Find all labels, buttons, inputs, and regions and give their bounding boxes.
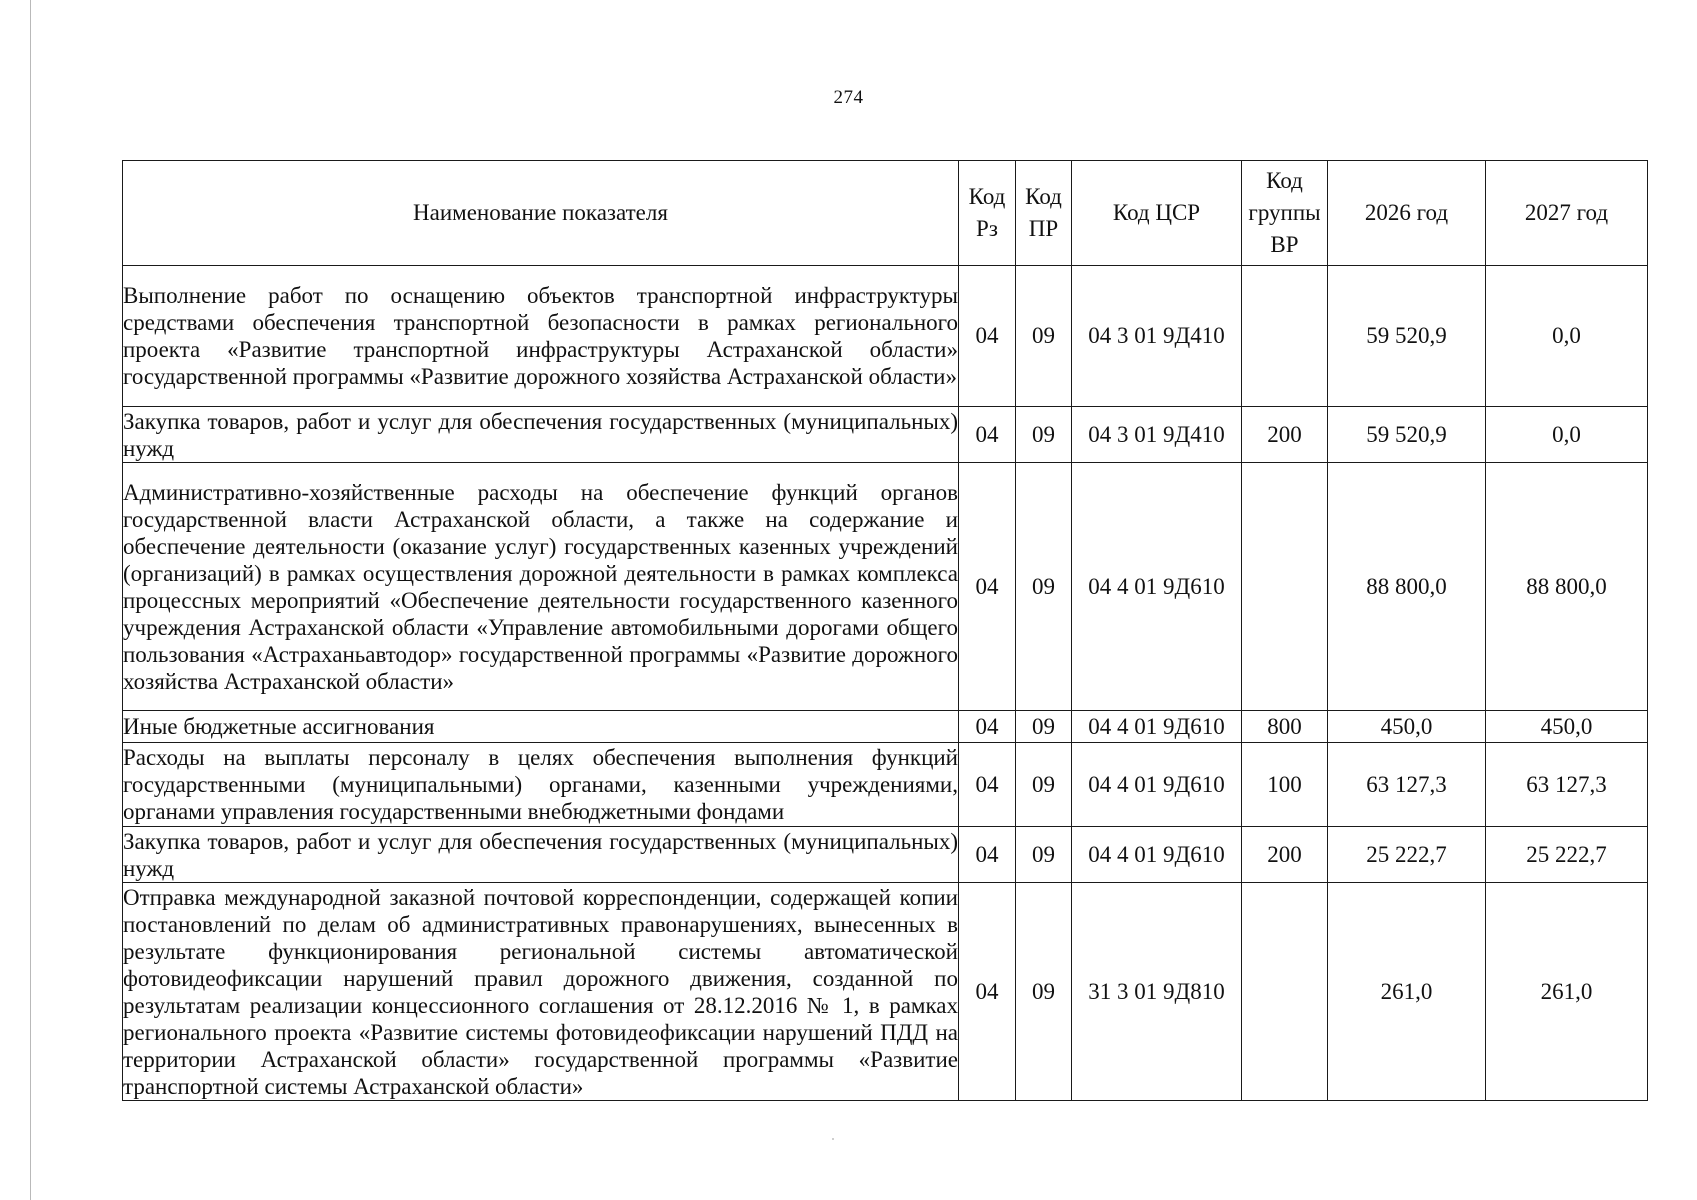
row-vr — [1242, 266, 1328, 407]
row-name: Закупка товаров, работ и услуг для обеспечения государственных (муниципальных) нужд — [123, 408, 958, 461]
row-pr: 09 — [1016, 266, 1072, 407]
header-2026: 2026 год — [1328, 161, 1486, 266]
row-2027: 450,0 — [1486, 711, 1648, 743]
row-csr: 04 4 01 9Д610 — [1072, 827, 1242, 883]
row-csr: 04 3 01 9Д410 — [1072, 266, 1242, 407]
table-row — [123, 743, 1648, 827]
table-row — [123, 407, 1648, 463]
row-2027: 0,0 — [1486, 407, 1648, 463]
row-2026: 450,0 — [1328, 711, 1486, 743]
row-2027: 261,0 — [1486, 883, 1648, 1101]
row-pr: 09 — [1016, 407, 1072, 463]
row-name: Иные бюджетные ассигнования — [123, 711, 959, 743]
row-csr: 31 3 01 9Д810 — [1072, 883, 1242, 1101]
row-2027: 0,0 — [1486, 266, 1648, 407]
row-vr: 800 — [1242, 711, 1328, 743]
header-vr: Код группы ВР — [1242, 161, 1328, 266]
row-rz: 04 — [959, 266, 1016, 407]
row-pr: 09 — [1016, 883, 1072, 1101]
table-header-row — [123, 161, 1648, 266]
header-csr: Код ЦСР — [1072, 161, 1242, 266]
row-csr: 04 4 01 9Д610 — [1072, 743, 1242, 827]
row-pr: 09 — [1016, 711, 1072, 743]
scan-speck — [832, 1138, 834, 1140]
row-2026: 25 222,7 — [1328, 827, 1486, 883]
row-rz: 04 — [959, 407, 1016, 463]
header-rz: Код Рз — [959, 161, 1016, 266]
row-vr — [1242, 463, 1328, 711]
row-2026: 59 520,9 — [1328, 266, 1486, 407]
row-rz: 04 — [959, 711, 1016, 743]
row-vr — [1242, 883, 1328, 1101]
row-csr: 04 4 01 9Д610 — [1072, 463, 1242, 711]
row-2027: 63 127,3 — [1486, 743, 1648, 827]
row-2026: 88 800,0 — [1328, 463, 1486, 711]
row-name: Закупка товаров, работ и услуг для обеспечения государственных (муниципальных) нужд — [123, 828, 958, 881]
budget-table — [122, 160, 1648, 1101]
row-name: Расходы на выплаты персоналу в целях обеспечения выполнения функций государственными (муниципальными) органами, казенными учреждениями, органами управления государственными внебюджетными фондами — [123, 743, 959, 827]
row-2026: 261,0 — [1328, 883, 1486, 1101]
header-name: Наименование показателя — [123, 161, 959, 266]
table-row — [123, 266, 1648, 407]
page-number: 274 — [833, 87, 864, 108]
row-name: Отправка международной заказной почтовой корреспонденции, содержащей копии постановлений по делам об административных правонарушениях, вынесенных в результате функционирования региональной системы автоматической фотовидеофиксации нарушений правил дорожного движения, созданной по результатам реализации концессионного соглашения от 28.12.2016 № 1, в рамках регионального проекта «Развитие системы фотовидеофиксации нарушений ПДД на территории Астраханской области» государственной программы «Развитие транспортной системы Астраханской области» — [123, 884, 958, 1099]
table-row — [123, 883, 1648, 1101]
row-rz: 04 — [959, 883, 1016, 1101]
row-name: Административно-хозяйственные расходы на обеспечение функций органов государственной власти Астраханской области, а также на содержание и обеспечение деятельности (оказание услуг) государственных казенных учреждений (организаций) в рамках осуществления дорожной деятельности в рамках комплекса процессных мероприятий «Обеспечение деятельности государственного казенного учреждения Астраханской области «Управление автомобильными дорогами общего пользования «Астраханьавтодор» государственной программы «Развитие дорожного хозяйства Астраханской области» — [123, 463, 959, 711]
header-pr: Код ПР — [1016, 161, 1072, 266]
row-rz: 04 — [959, 827, 1016, 883]
row-vr: 200 — [1242, 827, 1328, 883]
row-pr: 09 — [1016, 463, 1072, 711]
row-pr: 09 — [1016, 827, 1072, 883]
row-rz: 04 — [959, 463, 1016, 711]
row-vr: 200 — [1242, 407, 1328, 463]
page-margin-line — [30, 0, 31, 1200]
row-2026: 63 127,3 — [1328, 743, 1486, 827]
row-csr: 04 3 01 9Д410 — [1072, 407, 1242, 463]
table-row — [123, 463, 1648, 711]
row-2027: 25 222,7 — [1486, 827, 1648, 883]
row-rz: 04 — [959, 743, 1016, 827]
row-pr: 09 — [1016, 743, 1072, 827]
table-row — [123, 711, 1648, 743]
row-2027: 88 800,0 — [1486, 463, 1648, 711]
row-name: Выполнение работ по оснащению объектов транспортной инфраструктуры средствами обеспечения транспортной безопасности в рамках регионального проекта «Развитие транспортной инфраструктуры Астраханской области» государственной программы «Развитие дорожного хозяйства Астраханской области» — [123, 266, 959, 407]
row-csr: 04 4 01 9Д610 — [1072, 711, 1242, 743]
row-2026: 59 520,9 — [1328, 407, 1486, 463]
header-2027: 2027 год — [1486, 161, 1648, 266]
table-row — [123, 827, 1648, 883]
row-vr: 100 — [1242, 743, 1328, 827]
